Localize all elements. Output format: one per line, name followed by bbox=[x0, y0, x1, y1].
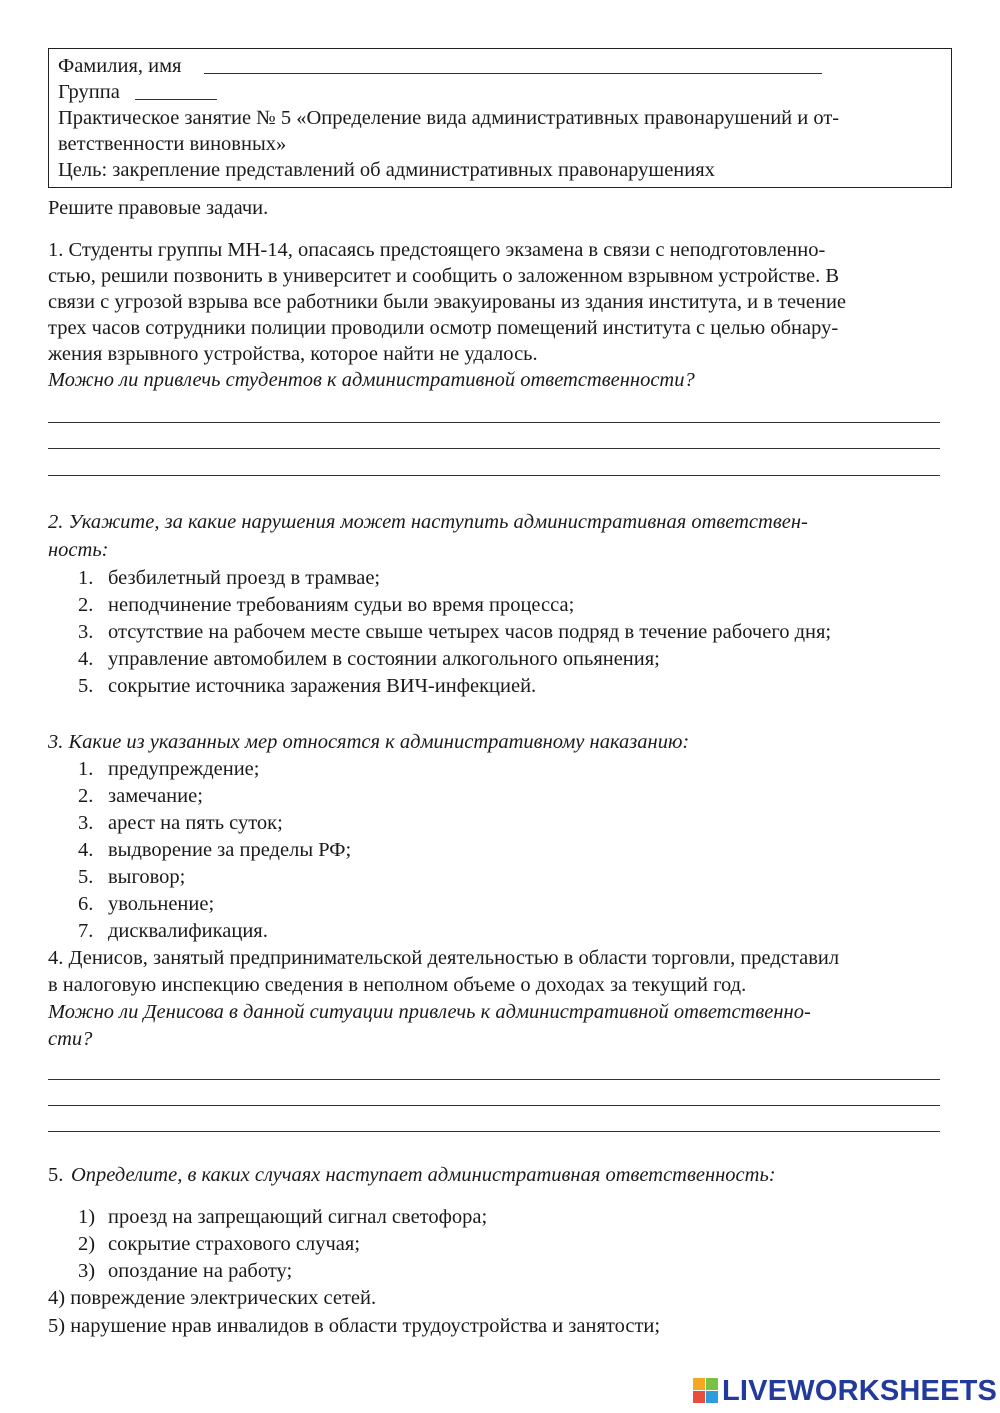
task1-line: трех часов сотрудники полиции проводили осмотр помещений института с целью обнару- bbox=[48, 317, 839, 339]
list-item-number: 5. bbox=[78, 866, 94, 888]
list-item-number: 6. bbox=[78, 893, 94, 915]
list-item: дисквалификация. bbox=[108, 920, 268, 942]
task3-question: 3. Какие из указанных мер относятся к административному наказанию: bbox=[48, 731, 690, 753]
task5-question: Определите, в каких случаях наступает административная ответственность: bbox=[71, 1164, 776, 1186]
list-item: выдворение за пределы РФ; bbox=[108, 839, 352, 861]
list-item-number: 2. bbox=[78, 594, 94, 616]
lesson-title-line1: Практическое занятие № 5 «Определение вида административных правонарушений и от- bbox=[58, 107, 840, 129]
task1-question: Можно ли привлечь студентов к административной ответственности? bbox=[48, 369, 695, 391]
task5-extra-item: 5) нарушение нрав инвалидов в области трудоустройства и занятости; bbox=[48, 1315, 661, 1337]
list-item: сокрытие страхового случая; bbox=[108, 1233, 361, 1255]
task1-line: 1. Студенты группы МН-14, опасаясь предстоящего экзамена в связи с неподготовленно- bbox=[48, 239, 826, 261]
list-item-number: 5. bbox=[78, 675, 94, 697]
task4-line: в налоговую инспекцию сведения в неполном объеме о доходах за текущий год. bbox=[48, 974, 747, 996]
list-item-number: 4. bbox=[78, 839, 94, 861]
list-item: безбилетный проезд в трамвае; bbox=[108, 567, 381, 589]
task4-question-line1: Можно ли Денисова в данной ситуации привлечь к административной ответственно- bbox=[48, 1001, 811, 1023]
list-item: проезд на запрещающий сигнал светофора; bbox=[108, 1206, 488, 1228]
task4-answer-line[interactable] bbox=[48, 1105, 940, 1106]
task1-line: стью, решили позвонить в университет и сообщить о заложенном взрывном устройстве. В bbox=[48, 265, 840, 287]
name-field[interactable] bbox=[204, 73, 822, 74]
intro-text: Решите правовые задачи. bbox=[48, 197, 269, 219]
task4-answer-line[interactable] bbox=[48, 1079, 940, 1080]
list-item: управление автомобилем в состоянии алкогольного опьянения; bbox=[108, 648, 660, 670]
list-item-number: 3. bbox=[78, 812, 94, 834]
list-item-number: 3. bbox=[78, 621, 94, 643]
list-item-number: 2. bbox=[78, 785, 94, 807]
task4-answer-line[interactable] bbox=[48, 1131, 940, 1132]
liveworksheets-logo-icon bbox=[693, 1378, 719, 1404]
list-item: арест на пять суток; bbox=[108, 812, 283, 834]
list-item-number: 3) bbox=[78, 1260, 96, 1282]
task1-answer-line[interactable] bbox=[48, 422, 940, 423]
list-item: замечание; bbox=[108, 785, 203, 807]
lesson-goal: Цель: закрепление представлений об административных правонарушениях bbox=[58, 159, 715, 181]
task2-question-line1: 2. Укажите, за какие нарушения может наступить административная ответствен- bbox=[48, 511, 808, 533]
task5-extra-item: 4) повреждение электрических сетей. bbox=[48, 1287, 377, 1309]
list-item-number: 1) bbox=[78, 1206, 96, 1228]
task1-answer-line[interactable] bbox=[48, 448, 940, 449]
task1-answer-line[interactable] bbox=[48, 475, 940, 476]
list-item-number: 4. bbox=[78, 648, 94, 670]
group-label: Группа bbox=[58, 81, 120, 103]
task4-line: 4. Денисов, занятый предпринимательской деятельностью в области торговли, представил bbox=[48, 947, 840, 969]
task5-number: 5. bbox=[48, 1164, 64, 1186]
group-field[interactable] bbox=[135, 99, 217, 100]
list-item: сокрытие источника заражения ВИЧ-инфекцией. bbox=[108, 675, 537, 697]
list-item-number: 1. bbox=[78, 758, 94, 780]
list-item: опоздание на работу; bbox=[108, 1260, 293, 1282]
list-item-number: 7. bbox=[78, 920, 94, 942]
list-item: неподчинение требованиям судьи во время процесса; bbox=[108, 594, 575, 616]
name-label: Фамилия, имя bbox=[58, 55, 182, 77]
liveworksheets-logo[interactable] bbox=[693, 1376, 997, 1406]
list-item-number: 2) bbox=[78, 1233, 96, 1255]
task2-question-line2: ность: bbox=[48, 539, 109, 561]
list-item: выговор; bbox=[108, 866, 186, 888]
lesson-title-line2: ветственности виновных» bbox=[58, 133, 287, 155]
list-item-number: 1. bbox=[78, 567, 94, 589]
task4-question-line2: сти? bbox=[48, 1028, 93, 1050]
task1-line: связи с угрозой взрыва все работники были эвакуированы из здания института, и в течение bbox=[48, 291, 847, 313]
task1-line: жения взрывного устройства, которое найти не удалось. bbox=[48, 343, 538, 365]
liveworksheets-logo-text: LIVEWORKSHEETS bbox=[722, 1374, 998, 1407]
list-item: отсутствие на рабочем месте свыше четырех часов подряд в течение рабочего дня; bbox=[108, 621, 832, 643]
list-item: увольнение; bbox=[108, 893, 215, 915]
list-item: предупреждение; bbox=[108, 758, 260, 780]
